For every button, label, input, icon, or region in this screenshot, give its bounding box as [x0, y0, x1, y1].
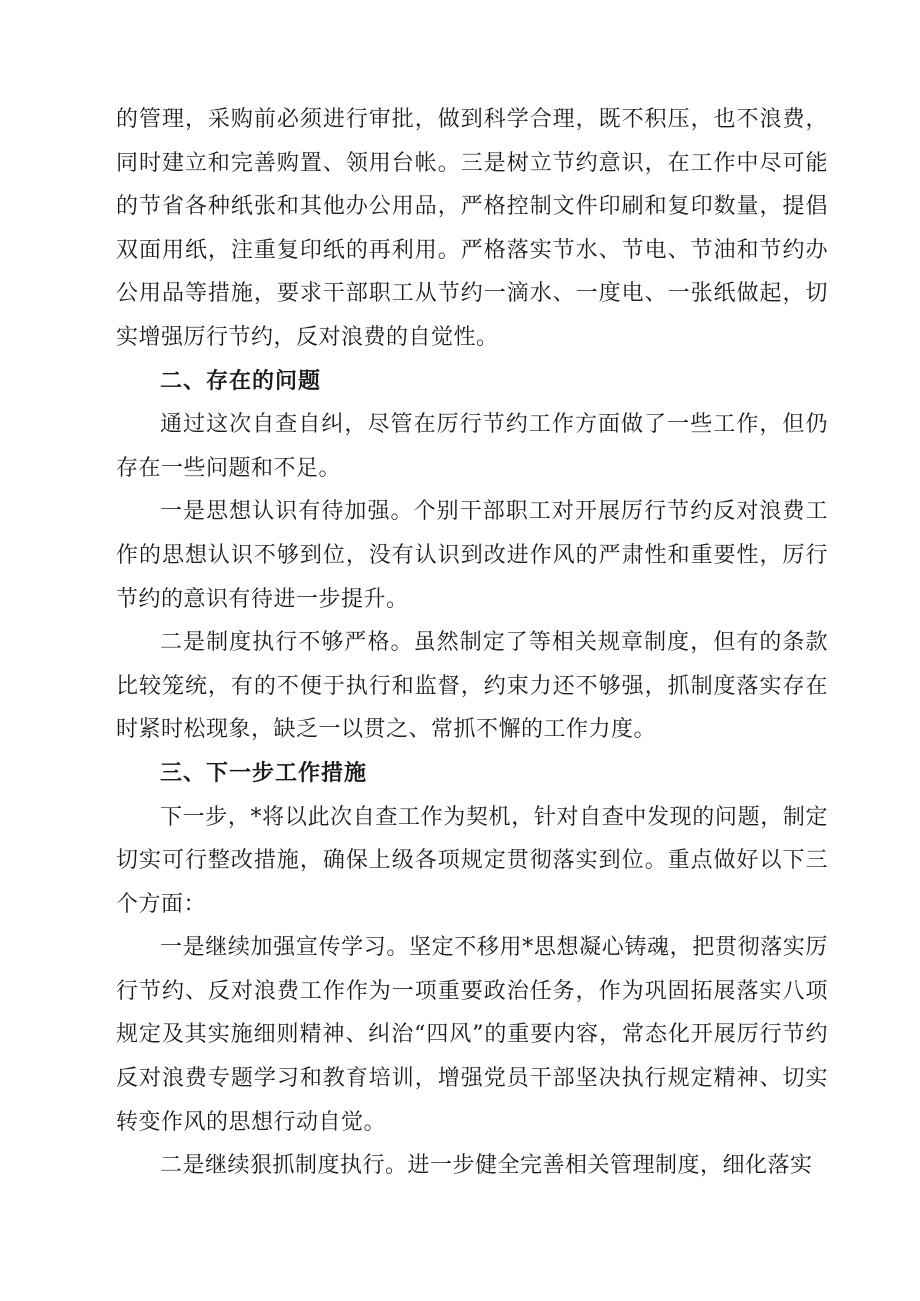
paragraph-problems-intro: 通过这次自查自纠，尽管在厉行节约工作方面做了一些工作，但仍存在一些问题和不足。 [116, 412, 828, 481]
paragraph-next-steps-intro: 下一步，*将以此次自查工作为契机，针对自查中发现的问题，制定切实可行整改措施，确保上级各项规定贯彻落实到位。重点做好以下三个方面： [116, 804, 828, 917]
paragraph-measure-two: 二是继续狠抓制度执行。进一步健全完善相关管理制度，细化落实 [160, 1153, 813, 1179]
section-heading-next-steps: 三、下一步工作措施 [160, 760, 368, 786]
document-body [116, 98, 828, 1188]
paragraph-problem-two: 二是制度执行不够严格。虽然制定了等相关规章制度，但有的条款比较笼统，有的不便于执行和监督，约束力还不够强，抓制度落实存在时紧时松现象，缺乏一以贯之、常抓不懈的工作力度。 [116, 630, 828, 743]
paragraph-measure-one: 一是继续加强宣传学习。坚定不移用*思想凝心铸魂，把贯彻落实厉行节约、反对浪费工作作为一项重要政治任务，作为巩固拓展落实八项规定及其实施细则精神、纠治“四风”的重要内容，常态化开展厉行节约反对浪费专题学习和教育培训，增强党员干部坚决执行规定精神、切实转变作风的思想行动自觉。 [116, 935, 828, 1135]
section-heading-problems: 二、存在的问题 [160, 368, 322, 394]
paragraph-continued: 的管理，采购前必须进行审批，做到科学合理，既不积压，也不浪费，同时建立和完善购置、领用台帐。三是树立节约意识，在工作中尽可能的节省各种纸张和其他办公用品，严格控制文件印刷和复印数量，提倡双面用纸，注重复印纸的再利用。严格落实节水、节电、节油和节约办公用品等措施，要求干部职工从节约一滴水、一度电、一张纸做起，切实增强厉行节约，反对浪费的自觉性。 [116, 107, 828, 350]
paragraph-problem-one: 一是思想认识有待加强。个别干部职工对开展厉行节约反对浪费工作的思想认识不够到位，没有认识到改进作风的严肃性和重要性，厉行节约的意识有待进一步提升。 [116, 499, 828, 612]
